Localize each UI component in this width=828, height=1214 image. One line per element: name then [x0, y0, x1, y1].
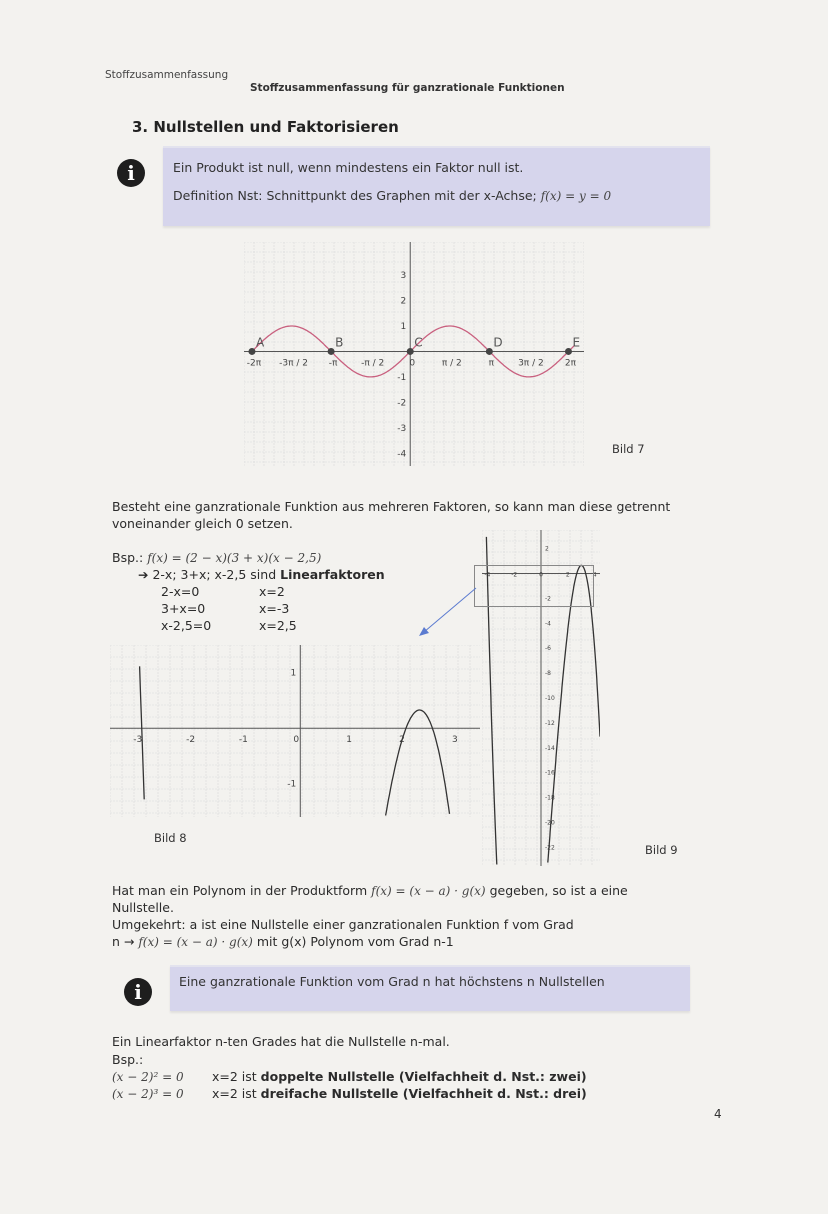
equation-left: 3+x=0 [161, 601, 206, 616]
pointer-arrow-icon [414, 586, 478, 640]
info-box-max-roots [170, 965, 690, 1011]
equation-row [161, 583, 285, 600]
x-tick-label: -3 [133, 735, 143, 746]
y-tick-label: 1 [290, 668, 297, 679]
example-line [112, 549, 321, 567]
y-tick-label: -8 [545, 670, 551, 678]
paragraph-multiplicity-bsp: Bsp.: [112, 1052, 144, 1067]
y-tick-label: -22 [545, 844, 555, 852]
paragraph-productform-line4 [112, 933, 454, 951]
y-tick-label: 1 [400, 322, 407, 332]
info-icon: i [124, 978, 152, 1006]
x-tick-label: -2π [246, 358, 262, 369]
y-tick-label: -20 [545, 819, 555, 827]
arrow-icon: ➔ [138, 567, 149, 582]
y-tick-label: -2 [545, 595, 551, 603]
caption-bild7: Bild 7 [612, 442, 645, 456]
info-max-roots-text: Eine ganzrationale Funktion vom Grad n hat höchstens n Nullstellen [179, 974, 605, 989]
x-tick-label: -2 [186, 735, 196, 746]
x-tick-label: 3 [451, 735, 458, 746]
x-tick-label: 4 [592, 571, 597, 579]
bild7-x-ticks [247, 358, 577, 368]
y-tick-label: 2 [545, 545, 549, 553]
y-tick-label: -6 [545, 645, 551, 653]
section-title: 3. Nullstellen und Faktorisieren [132, 118, 399, 136]
y-tick-label: -4 [397, 449, 407, 460]
example-factors-text: 2-x; 3+x; x-2,5 sind [152, 567, 277, 582]
multiplicity-math: (x − 2)³ = 0 [112, 1087, 184, 1101]
definition-text: Definition Nst: Schnittpunkt des Graphen mit der x-Achse; [173, 188, 537, 203]
y-tick-label: -3 [397, 423, 407, 434]
paragraph-multiplicity: Ein Linearfaktor n-ten Grades hat die Nullstelle n-mal. [112, 1034, 450, 1049]
x-tick-label: π / 2 [441, 358, 462, 369]
equation-right: x=2,5 [258, 618, 297, 633]
equation-left: x-2,5=0 [161, 618, 212, 633]
y-tick-label: -14 [545, 744, 555, 752]
header-title: Stoffzusammenfassung für ganzrationale Funktionen [250, 82, 565, 94]
info-icon: i [117, 159, 145, 187]
productform-math-a: f(x) = (x − a) · g(x) [371, 884, 486, 898]
multiplicity-math: (x − 2)² = 0 [112, 1070, 184, 1084]
x-tick-label: 2 [565, 571, 570, 579]
point-marker [565, 348, 572, 355]
x-tick-label: -3π / 2 [279, 358, 308, 369]
caption-bild9: Bild 9 [645, 843, 678, 857]
multiplicity-bold: doppelte Nullstelle (Vielfachheit d. Nst.: zwei) [260, 1069, 587, 1084]
multiplicity-row [112, 1085, 587, 1103]
bild7-grid [244, 242, 584, 466]
x-tick-label: -π / 2 [361, 358, 385, 369]
point-label: B [335, 335, 344, 350]
header-top-left: Stoffzusammenfassung [105, 69, 229, 81]
x-tick-label: -4 [484, 571, 491, 579]
multiplicity-prefix: x=2 ist [211, 1086, 257, 1101]
caption-bild8: Bild 8 [154, 831, 187, 845]
definition-math: f(x) = y = 0 [540, 189, 612, 203]
info-line-product: Ein Produkt ist null, wenn mindestens ein Faktor null ist. [173, 160, 524, 175]
equation-row [161, 617, 297, 634]
chart-bild8 [110, 645, 480, 817]
equation-left: 2-x=0 [161, 584, 200, 599]
x-tick-label: 1 [346, 735, 353, 746]
equation-right: x=-3 [258, 601, 290, 616]
y-tick-label: 2 [400, 296, 407, 307]
paragraph-productform-line3: Umgekehrt: a ist eine Nullstelle einer ganzrationalen Funktion f vom Grad [112, 917, 574, 932]
productform-math-b: f(x) = (x − a) · g(x) [138, 935, 253, 949]
point-marker [248, 348, 255, 355]
x-tick-label: 2 [399, 735, 405, 746]
y-tick-label: -12 [545, 719, 555, 727]
point-label: C [414, 335, 423, 350]
example-factors-bold: Linearfaktoren [280, 567, 385, 582]
example-bsp-label: Bsp.: [112, 550, 144, 565]
info-line-definition [173, 188, 611, 203]
y-tick-label: -2 [397, 398, 407, 409]
y-tick-label: -4 [545, 620, 551, 628]
y-tick-label: -18 [545, 794, 555, 802]
info-box-definition [163, 146, 710, 226]
x-tick-label: 2π [564, 358, 577, 369]
page-number: 4 [714, 1107, 722, 1121]
point-label: D [493, 335, 503, 350]
x-tick-label: -π [328, 358, 338, 369]
x-tick-label: 0 [293, 735, 300, 746]
chart-bild7 [244, 242, 584, 466]
multiplicity-row [112, 1068, 587, 1086]
productform-suffix: mit g(x) Polynom vom Grad n-1 [256, 934, 454, 949]
y-tick-label: -1 [397, 372, 407, 383]
equation-right: x=2 [258, 584, 285, 599]
y-tick-label: -16 [545, 769, 555, 777]
point-label: E [572, 335, 581, 350]
zoom-rectangle [474, 565, 594, 607]
productform-text-b: gegeben, so ist a eine [489, 883, 628, 898]
equation-row [161, 600, 289, 617]
multiplicity-prefix: x=2 ist [211, 1069, 257, 1084]
point-label: A [255, 335, 265, 350]
y-tick-label: -10 [545, 695, 555, 702]
x-tick-label: 0 [539, 571, 543, 579]
point-marker [328, 348, 335, 355]
productform-prefix: n → [112, 934, 135, 949]
multiplicity-bold: dreifache Nullstelle (Vielfachheit d. Nst.: drei) [260, 1086, 587, 1101]
productform-text-a: Hat man ein Polynom in der Produktform [112, 883, 368, 898]
bild7-y-ticks [397, 271, 406, 459]
x-tick-label: 0 [409, 358, 416, 369]
x-tick-label: -1 [238, 735, 248, 746]
point-marker [486, 348, 493, 355]
example-factors-line [138, 566, 385, 583]
y-tick-label: 3 [400, 271, 407, 282]
x-tick-label: -2 [511, 571, 518, 579]
paragraph-productform-line1 [112, 882, 628, 900]
paragraph-factors: Besteht eine ganzrationale Funktion aus mehreren Faktoren, so kann man diese getrennt voneinander gleich 0 setzen. [112, 499, 671, 531]
point-marker [407, 348, 414, 355]
example-formula: f(x) = (2 − x)(3 + x)(x − 2,5) [147, 551, 322, 565]
x-tick-label: 3π / 2 [518, 358, 544, 369]
paragraph-productform-line2: Nullstelle. [112, 900, 174, 915]
x-tick-label: π [488, 358, 495, 369]
y-tick-label: -1 [287, 779, 297, 790]
